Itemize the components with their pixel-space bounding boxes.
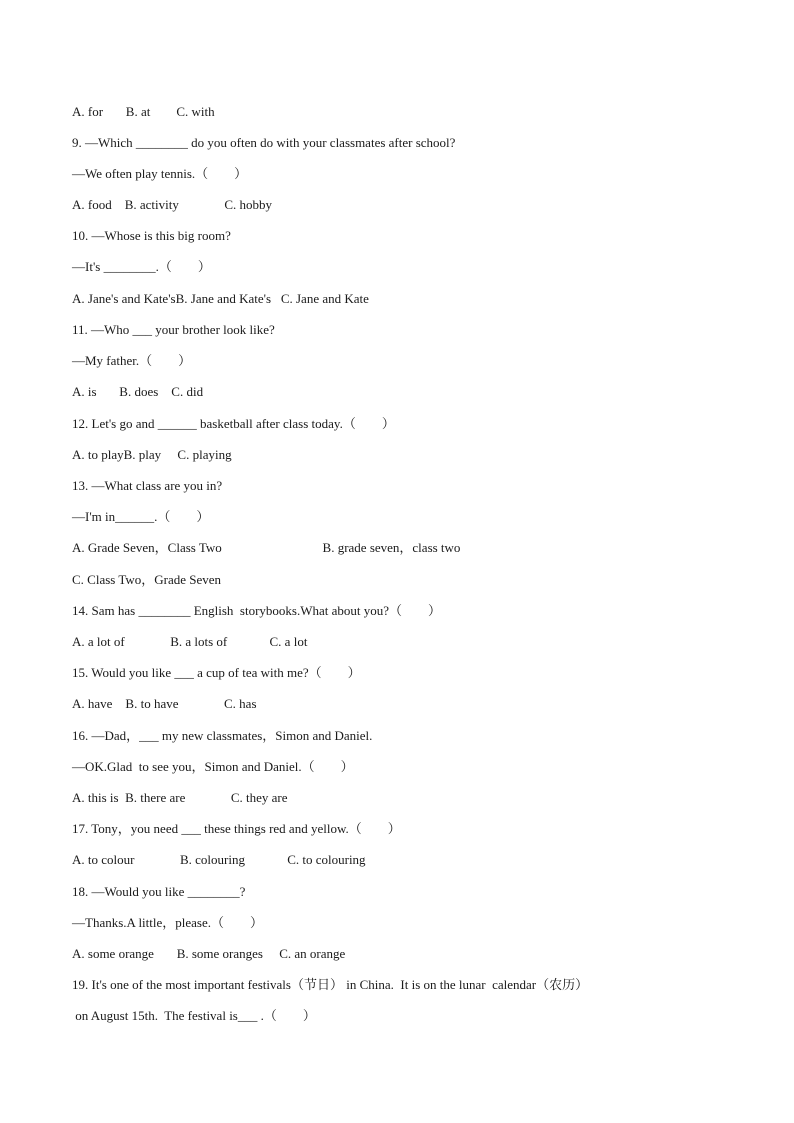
q12-question: 12. Let's go and ______ basketball after class today.（ ）: [72, 416, 395, 431]
q15-question: 15. Would you like ___ a cup of tea with me?（ ）: [72, 665, 361, 680]
q18-question: 18. —Would you like ________?: [72, 884, 246, 899]
q13-options-ab: A. Grade Seven，Class Two B. grade seven，class two: [72, 540, 461, 555]
q11-options: A. is B. does C. did: [72, 384, 204, 399]
q9-question: 9. —Which ________ do you often do with your classmates after school?: [72, 135, 456, 150]
q10-question: 10. —Whose is this big room?: [72, 228, 231, 243]
q13-option-c: C. Class Two，Grade Seven: [72, 572, 222, 587]
q8-options: A. for B. at C. with: [72, 104, 215, 119]
q16-answer-line: —OK.Glad to see you，Simon and Daniel.（ ）: [72, 759, 354, 774]
q18-answer-line: —Thanks.A little，please.（ ）: [72, 915, 264, 930]
q19-question-cont: on August 15th. The festival is___ .（ ）: [72, 1008, 316, 1023]
q15-options: A. have B. to have C. has: [72, 696, 257, 711]
q13-answer-line: —I'm in______.（ ）: [72, 509, 210, 524]
q12-options: A. to playB. play C. playing: [72, 447, 232, 462]
q11-question: 11. —Who ___ your brother look like?: [72, 322, 275, 337]
q19-question: 19. It's one of the most important festivals（节日） in China. It is on the lunar calendar（农历）: [72, 977, 589, 992]
q17-options: A. to colour B. colouring C. to colouring: [72, 852, 366, 867]
q17-question: 17. Tony，you need ___ these things red and yellow.（ ）: [72, 821, 401, 836]
q10-options: A. Jane's and Kate'sB. Jane and Kate's C. Jane and Kate: [72, 291, 369, 306]
q16-options: A. this is B. there are C. they are: [72, 790, 288, 805]
q13-question: 13. —What class are you in?: [72, 478, 223, 493]
q9-answer-line: —We often play tennis.（ ）: [72, 166, 248, 181]
q16-question: 16. —Dad，___ my new classmates，Simon and Daniel.: [72, 728, 373, 743]
q14-question: 14. Sam has ________ English storybooks.What about you?（ ）: [72, 603, 442, 618]
q9-options: A. food B. activity C. hobby: [72, 197, 273, 212]
q18-options: A. some orange B. some oranges C. an orange: [72, 946, 346, 961]
q11-answer-line: —My father.（ ）: [72, 353, 192, 368]
q14-options: A. a lot of B. a lots of C. a lot: [72, 634, 308, 649]
q10-answer-line: —It's ________.（ ）: [72, 259, 211, 274]
